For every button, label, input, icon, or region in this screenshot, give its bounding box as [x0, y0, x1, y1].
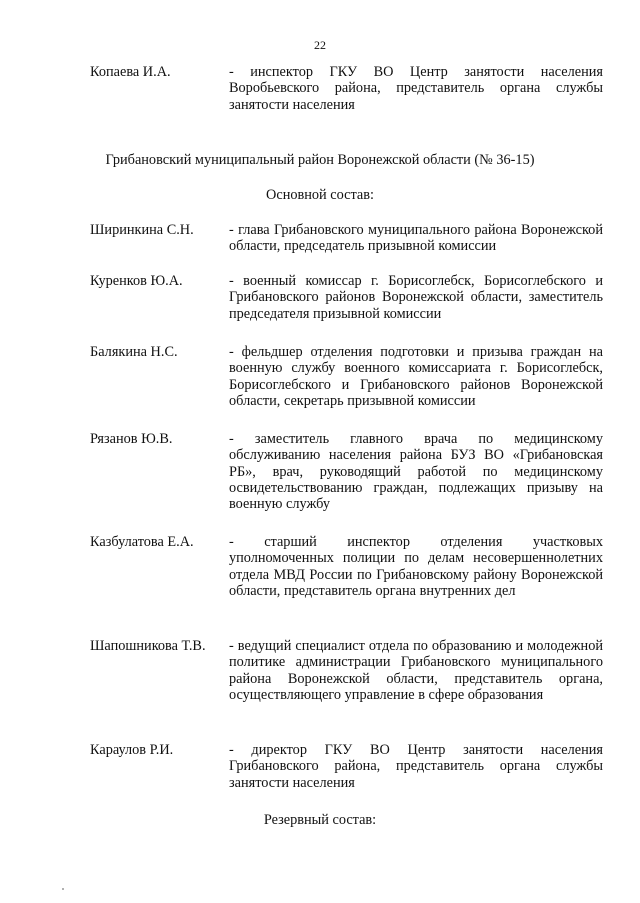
member-name: Копаева И.А. [90, 64, 171, 80]
member-role: - заместитель главного врача по медицинскому обслуживанию населения района БУЗ ВО «Грибановская РБ», врач, руководящий работой по медицинскому освидетельствованию граждан, подлежащих призыву на военную службу [229, 431, 603, 513]
member-role: - старший инспектор отделения участковых уполномоченных полиции по делам несовершеннолетних отдела МВД России по Грибановскому району Воронежской области, представитель органа внутренних дел [229, 534, 603, 599]
member-role: - ведущий специалист отдела по образованию и молодежной политике администрации Грибановского муниципального района Воронежской области, представитель органа, осуществляющего управление в сфере образования [229, 638, 603, 703]
member-role: - военный комиссар г. Борисоглебск, Борисоглебского и Грибановского районов Воронежской области, заместитель председателя призывной комиссии [229, 273, 603, 322]
main-composition-heading: Основной состав: [266, 187, 374, 203]
member-role: - директор ГКУ ВО Центр занятости населения Грибановского района, представитель органа службы занятости населения [229, 742, 603, 791]
member-role: - глава Грибановского муниципального района Воронежской области, председатель призывной комиссии [229, 222, 603, 255]
member-name: Шапошникова Т.В. [90, 638, 206, 654]
member-name: Ширинкина С.Н. [90, 222, 194, 238]
member-name: Рязанов Ю.В. [90, 431, 173, 447]
reserve-composition-heading: Резервный состав: [263, 812, 377, 828]
member-role: - инспектор ГКУ ВО Центр занятости населения Воробьевского района, представитель органа службы занятости населения [229, 64, 603, 113]
scan-speck [62, 888, 64, 890]
member-role: - фельдшер отделения подготовки и призыва граждан на военную службу военного комиссариата г. Борисоглебск, Борисоглебского и Грибановского районов Воронежской области, секретарь призывной комиссии [229, 344, 603, 409]
member-name: Куренков Ю.А. [90, 273, 183, 289]
page-number: 22 [314, 38, 326, 52]
member-name: Караулов Р.И. [90, 742, 174, 758]
district-title: Грибановский муниципальный район Воронежской области (№ 36-15) [105, 152, 535, 168]
member-name: Балякина Н.С. [90, 344, 178, 360]
member-name: Казбулатова Е.А. [90, 534, 194, 550]
